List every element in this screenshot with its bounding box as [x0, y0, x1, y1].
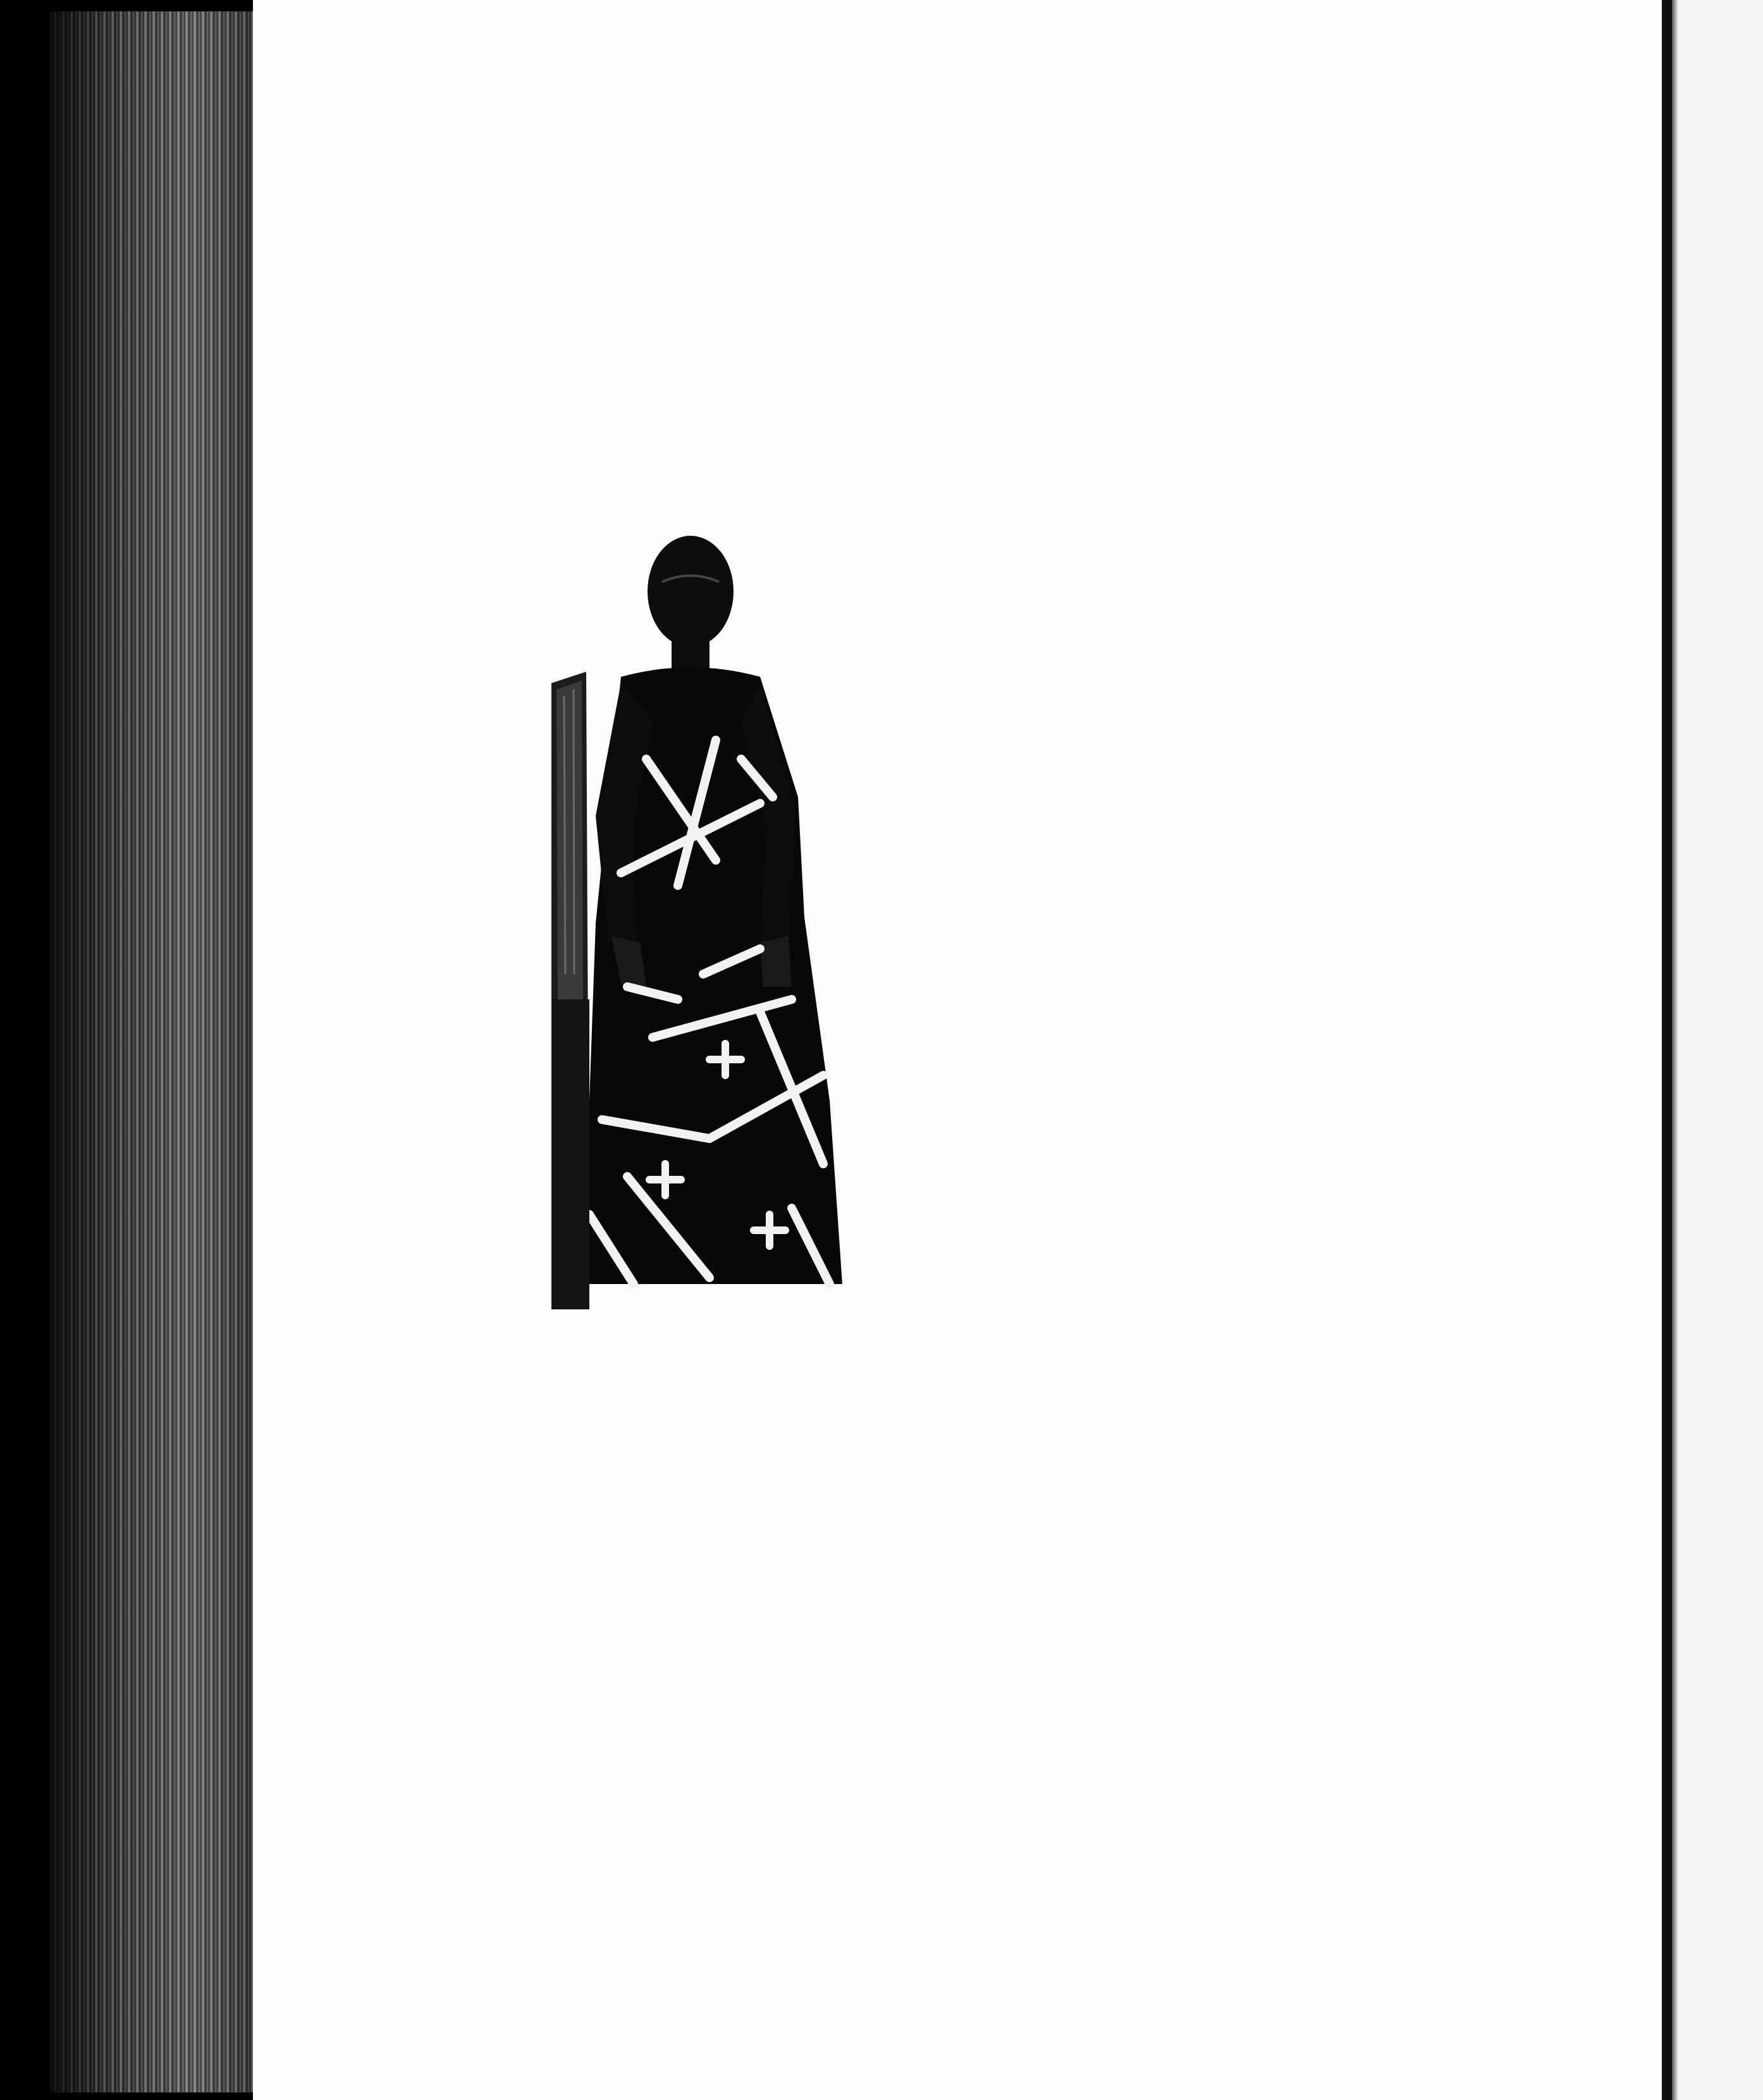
book-page-edges: [49, 11, 258, 2092]
facing-page: [1672, 0, 1763, 2100]
portrait-photo: [551, 531, 842, 1309]
book-page: [253, 0, 1669, 2100]
seated-woman-photo-icon: [551, 531, 842, 1309]
page-header: [533, 275, 1496, 312]
book-gutter: [1662, 0, 1672, 2100]
